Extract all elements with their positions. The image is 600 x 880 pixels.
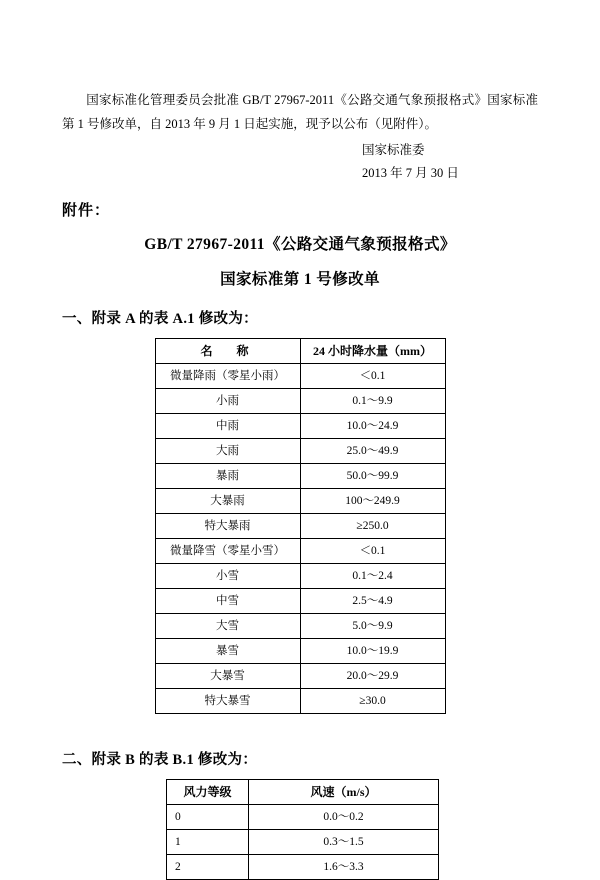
document-subtitle: 国家标准第 1 号修改单 [220, 271, 380, 288]
signature-block [62, 139, 538, 185]
table-cell-name: 小雨 [155, 389, 300, 414]
table-cell-name: 中雪 [155, 589, 300, 614]
table-cell-name: 中雨 [155, 414, 300, 439]
table-cell-name: 微量降雨（零星小雨） [155, 364, 300, 389]
table-row [167, 805, 439, 830]
table-cell-name: 暴雨 [155, 464, 300, 489]
signature-date: 2013 年 7 月 30 日 [362, 165, 459, 180]
table-cell-speed: 0.0～0.2 [249, 805, 439, 830]
section-b-heading: 二、附录 B 的表 B.1 修改为： [62, 752, 258, 768]
table-cell-name: 暴雪 [155, 639, 300, 664]
table-cell-value: ≥250.0 [300, 514, 445, 539]
table-cell-value: 0.1～9.9 [300, 389, 445, 414]
table-cell-value: 5.0～9.9 [300, 614, 445, 639]
table-cell-name: 微量降雪（零星小雪） [155, 539, 300, 564]
attachment-label: 附件： [62, 203, 111, 219]
table-row [155, 539, 445, 564]
intro-paragraph [62, 88, 538, 137]
table-cell-value: 20.0～29.9 [300, 664, 445, 689]
table-row [155, 414, 445, 439]
table-a-wrapper [62, 328, 538, 714]
table-cell-name: 特大暴雪 [155, 689, 300, 714]
table-cell-value: 2.5～4.9 [300, 589, 445, 614]
table-cell-speed: 1.6～3.3 [249, 855, 439, 880]
table-cell-value: 10.0～24.9 [300, 414, 445, 439]
table-cell-value: 50.0～99.9 [300, 464, 445, 489]
table-cell-value: 10.0～19.9 [300, 639, 445, 664]
table-cell-value: 0.1～2.4 [300, 564, 445, 589]
table-row [155, 689, 445, 714]
table-b-wrapper [62, 769, 538, 880]
table-cell-name: 小雪 [155, 564, 300, 589]
table-b-header-level: 风力等级 [167, 780, 249, 805]
precipitation-table [155, 338, 446, 714]
intro-text: 国家标准化管理委员会批准 GB/T 27967-2011《公路交通气象预报格式》国家标准第 1 号修改单，自 2013 年 9 月 1 日起实施，现予以公布（见附件）。 [62, 93, 538, 132]
table-cell-level: 1 [167, 830, 249, 855]
table-cell-name: 大雨 [155, 439, 300, 464]
table-row [155, 389, 445, 414]
table-row [167, 855, 439, 880]
table-row [167, 830, 439, 855]
table-row [155, 464, 445, 489]
table-row [155, 564, 445, 589]
table-header-row [155, 339, 445, 364]
wind-table [166, 779, 439, 880]
table-cell-value: ＜0.1 [300, 364, 445, 389]
table-cell-name: 大暴雨 [155, 489, 300, 514]
table-row [155, 439, 445, 464]
table-cell-value: ＜0.1 [300, 539, 445, 564]
section-a-heading: 一、附录 A 的表 A.1 修改为： [62, 311, 258, 327]
table-header-row [167, 780, 439, 805]
table-cell-value: 25.0～49.9 [300, 439, 445, 464]
table-cell-value: 100～249.9 [300, 489, 445, 514]
table-b-header-speed: 风速（m/s） [249, 780, 439, 805]
table-a-header-value: 24 小时降水量（mm） [300, 339, 445, 364]
table-row [155, 589, 445, 614]
table-cell-speed: 0.3～1.5 [249, 830, 439, 855]
table-cell-level: 2 [167, 855, 249, 880]
table-cell-name: 特大暴雨 [155, 514, 300, 539]
table-row [155, 664, 445, 689]
table-row [155, 364, 445, 389]
table-row [155, 489, 445, 514]
table-cell-level: 0 [167, 805, 249, 830]
table-a-header-name: 名 称 [155, 339, 300, 364]
table-row [155, 614, 445, 639]
table-cell-value: ≥30.0 [300, 689, 445, 714]
table-row [155, 514, 445, 539]
signature-org: 国家标准委 [362, 142, 425, 157]
document-title: GB/T 27967-2011《公路交通气象预报格式》 [144, 236, 456, 253]
table-cell-name: 大暴雪 [155, 664, 300, 689]
table-row [155, 639, 445, 664]
table-cell-name: 大雪 [155, 614, 300, 639]
